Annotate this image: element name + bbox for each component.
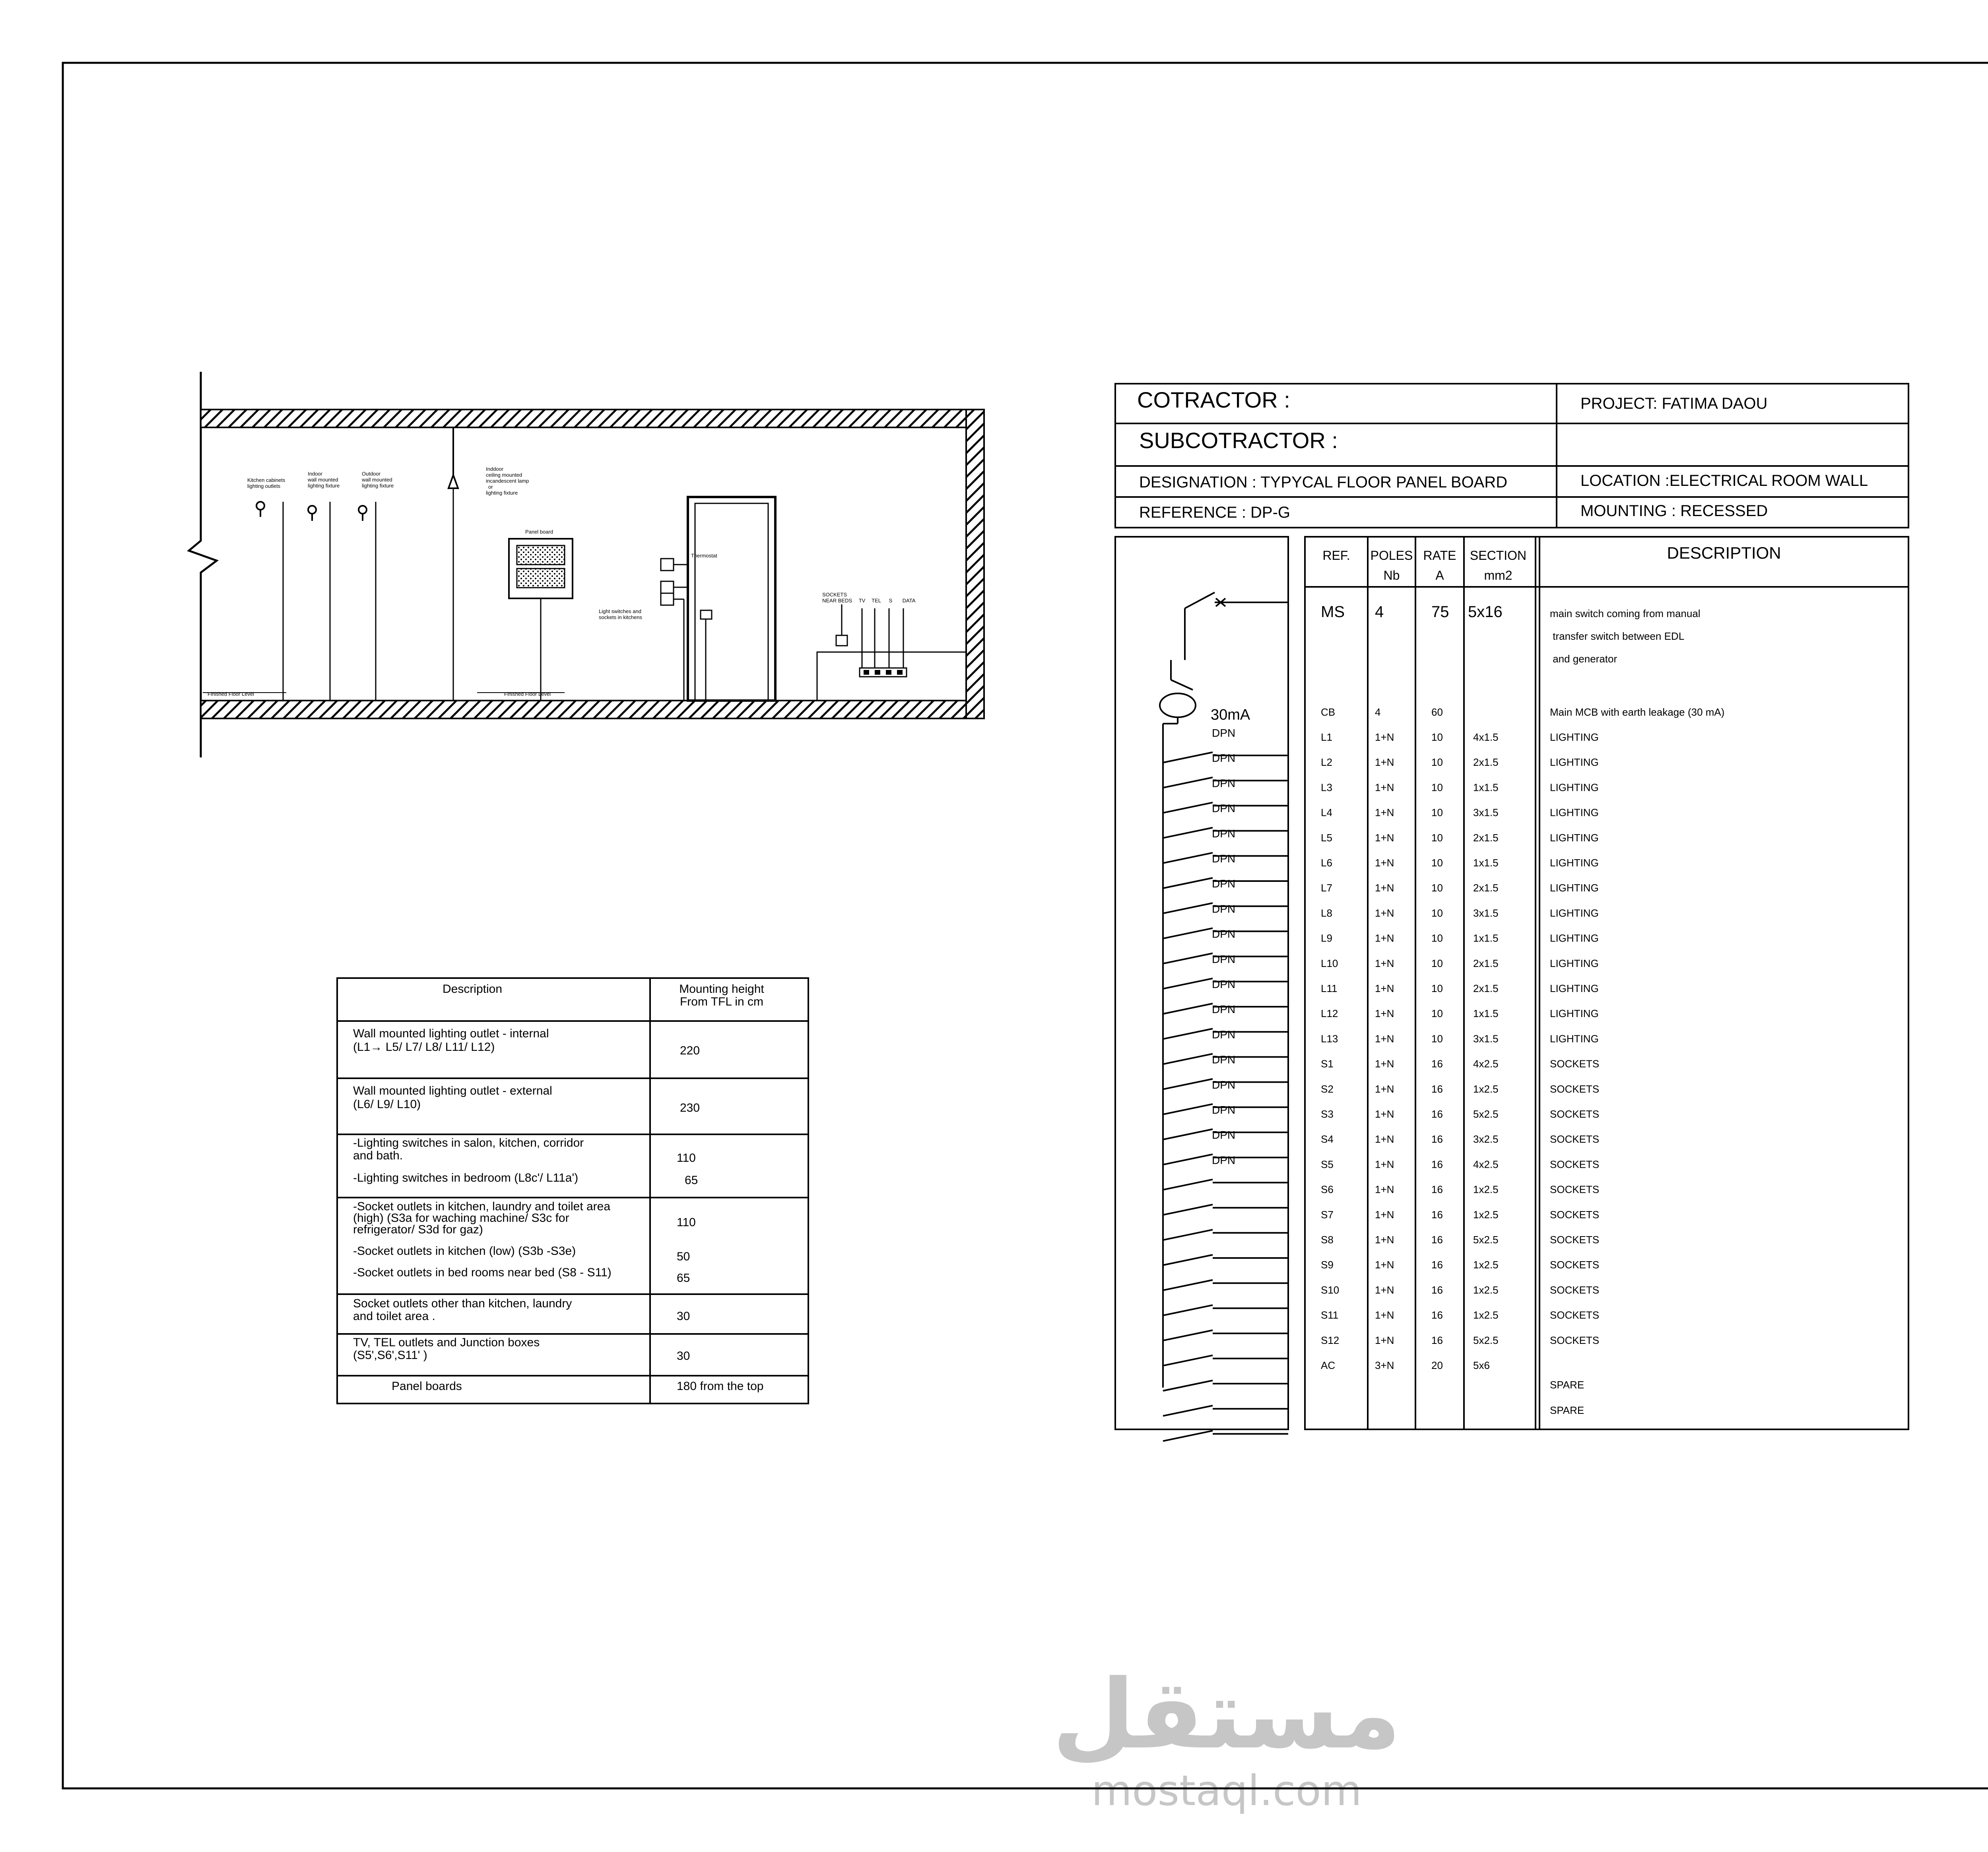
- breaker-label: DPN: [1212, 978, 1236, 990]
- circuit-desc: SOCKETS: [1550, 1334, 1600, 1346]
- mounting-row-7-desc: Panel boards: [392, 1380, 462, 1393]
- circuit-poles: 1+N: [1375, 932, 1394, 944]
- mounting-row-1-height: 220: [680, 1044, 700, 1057]
- circuit-poles: 1+N: [1375, 1259, 1394, 1271]
- mounting-row-4-height-b: 50: [677, 1250, 690, 1263]
- breaker-switch: [1163, 1280, 1213, 1290]
- circuit-section: 5x2.5: [1473, 1334, 1499, 1346]
- ms-ref: MS: [1321, 603, 1345, 621]
- label-panel-board: Panel board: [525, 529, 553, 535]
- circuit-rate: 16: [1431, 1058, 1443, 1070]
- circuit-section: 5x6: [1473, 1359, 1490, 1371]
- mostaql-watermark: [1052, 1659, 1401, 1815]
- mounting-height-table: [337, 978, 808, 1404]
- circuit-ref: L5: [1321, 831, 1332, 844]
- circuit-poles: 1+N: [1375, 1309, 1394, 1321]
- circuit-ref: S7: [1321, 1208, 1334, 1221]
- label-ceiling-lamp: Inddoor ceiling mounted incandescent lamp or lighting fixture: [486, 466, 529, 496]
- breaker-switch: [1163, 1004, 1213, 1014]
- ms-desc: main switch coming from manual transfer switch between EDL and generator: [1550, 608, 1701, 665]
- circuit-ref: S10: [1321, 1284, 1340, 1296]
- indoor-wall-fixture: [308, 502, 330, 701]
- circuit-section: 4x2.5: [1473, 1158, 1499, 1171]
- sheet-border: [63, 63, 1988, 1788]
- label-ffl-left: Finished Floor Level: [208, 691, 254, 697]
- breaker-switch: [1163, 1255, 1213, 1265]
- circuit-section: 1x2.5: [1473, 1284, 1499, 1296]
- circuit-ref: AC: [1321, 1359, 1336, 1371]
- sched-header-rate-unit: A: [1435, 568, 1444, 582]
- ceiling-slab: [201, 410, 984, 427]
- circuit-poles: 1+N: [1375, 1158, 1394, 1171]
- circuit-section: 2x1.5: [1473, 957, 1499, 969]
- breaker-switch: [1163, 928, 1213, 938]
- sched-header-poles: POLES: [1370, 548, 1413, 563]
- mounting-row-1-desc: Wall mounted lighting outlet - internal (L1→ L5/ L7/ L8/ L11/ L12): [353, 1027, 549, 1054]
- circuit-ref: L3: [1321, 781, 1332, 794]
- watermark-logo: مستقل: [1052, 1659, 1401, 1770]
- breaker-switch: [1163, 1104, 1213, 1114]
- outdoor-wall-fixture: [359, 502, 376, 701]
- breaker-label: DPN: [1212, 777, 1236, 790]
- circuit-ref: L13: [1321, 1033, 1338, 1045]
- breaker-label: DPN: [1212, 1129, 1236, 1141]
- mounting-header-description: Description: [442, 982, 503, 996]
- circuit-poles: 1+N: [1375, 1334, 1394, 1346]
- circuit-rate: 16: [1431, 1108, 1443, 1120]
- breaker-switch: [1163, 1406, 1213, 1416]
- circuit-desc: SOCKETS: [1550, 1108, 1600, 1120]
- circuit-desc: SOCKETS: [1550, 1183, 1600, 1196]
- circuit-ref: S3: [1321, 1108, 1334, 1120]
- circuit-poles: 1+N: [1375, 1058, 1394, 1070]
- circuit-section: 1x1.5: [1473, 857, 1499, 869]
- breaker-label: DPN: [1212, 727, 1236, 739]
- circuit-desc: LIGHTING: [1550, 982, 1599, 994]
- circuit-desc: LIGHTING: [1550, 1008, 1599, 1020]
- circuit-section: 1x1.5: [1473, 1008, 1499, 1020]
- circuit-ref: S4: [1321, 1133, 1334, 1145]
- breaker-switch: [1163, 777, 1213, 788]
- sched-header-section-unit: mm2: [1484, 568, 1512, 582]
- breaker-switch: [1163, 903, 1213, 913]
- label-socket-tv: TV: [858, 598, 866, 604]
- panel-board: [509, 539, 573, 701]
- breaker-label: DPN: [1212, 852, 1236, 865]
- breaker-switch: [1163, 1129, 1213, 1140]
- cb-desc: Main MCB with earth leakage (30 mA): [1550, 706, 1725, 718]
- circuit-section: 4x2.5: [1473, 1058, 1499, 1070]
- mounting-row-5-height: 30: [677, 1310, 690, 1323]
- circuit-section: 1x2.5: [1473, 1083, 1499, 1095]
- breaker-switch: [1163, 1431, 1213, 1441]
- label-switches: Light switches and sockets in kitchens: [599, 608, 643, 620]
- circuit-rate: 10: [1431, 932, 1443, 944]
- right-wall: [966, 410, 984, 718]
- circuit-rate: 16: [1431, 1284, 1443, 1296]
- breaker-label: DPN: [1212, 928, 1236, 940]
- circuit-rate: 16: [1431, 1183, 1443, 1196]
- ms-rate: 75: [1431, 603, 1449, 621]
- mounting-row-6-desc: TV, TEL outlets and Junction boxes (S5',S6',S11' ): [353, 1336, 540, 1362]
- circuit-rate: 16: [1431, 1309, 1443, 1321]
- circuit-desc: LIGHTING: [1550, 957, 1599, 969]
- circuit-desc: LIGHTING: [1550, 731, 1599, 743]
- circuit-ref: S1: [1321, 1058, 1334, 1070]
- circuit-poles: 1+N: [1375, 957, 1394, 969]
- sched-header-description: DESCRIPTION: [1667, 544, 1781, 562]
- circuit-rate: 16: [1431, 1259, 1443, 1271]
- circuit-section: 3x1.5: [1473, 907, 1499, 919]
- breaker-switch: [1163, 1230, 1213, 1240]
- circuit-rate: 10: [1431, 1008, 1443, 1020]
- circuit-poles: 1+N: [1375, 882, 1394, 894]
- feeder-branches: [1163, 727, 1288, 1441]
- circuit-desc: LIGHTING: [1550, 806, 1599, 819]
- mounting-header-height: Mounting height From TFL in cm: [679, 982, 764, 1008]
- circuit-rate: 10: [1431, 1033, 1443, 1045]
- circuit-desc: LIGHTING: [1550, 831, 1599, 844]
- circuit-ref: L2: [1321, 756, 1332, 769]
- designation-label: DESIGNATION : TYPYCAL FLOOR PANEL BOARD: [1139, 474, 1508, 491]
- sched-header-poles-unit: Nb: [1383, 568, 1400, 582]
- circuit-desc: LIGHTING: [1550, 932, 1599, 944]
- circuit-poles: 1+N: [1375, 1208, 1394, 1221]
- breaker-switch: [1163, 853, 1213, 863]
- breaker-label: DPN: [1212, 1078, 1236, 1091]
- circuit-rate: 10: [1431, 831, 1443, 844]
- breaker-switch: [1163, 752, 1213, 763]
- breaker-label: DPN: [1212, 1003, 1236, 1016]
- door: [688, 497, 775, 701]
- mounting-row-2-height: 230: [680, 1101, 700, 1114]
- breaker-label: DPN: [1212, 752, 1236, 765]
- circuit-poles: 1+N: [1375, 907, 1394, 919]
- mounting-row-6-height: 30: [677, 1349, 690, 1363]
- rcd-symbol: [1160, 693, 1196, 717]
- circuit-rate: 10: [1431, 756, 1443, 769]
- breaker-switch: [1163, 953, 1213, 964]
- circuit-rate: 10: [1431, 857, 1443, 869]
- sched-header-rate: RATE: [1423, 548, 1456, 563]
- reference-label: REFERENCE : DP-G: [1139, 504, 1291, 521]
- circuit-rate: 10: [1431, 781, 1443, 794]
- circuit-desc: SOCKETS: [1550, 1058, 1600, 1070]
- project-label: PROJECT: FATIMA DAOU: [1580, 395, 1768, 412]
- breaker-label: DPN: [1212, 903, 1236, 915]
- circuit-poles: 1+N: [1375, 1133, 1394, 1145]
- circuit-desc: SOCKETS: [1550, 1259, 1600, 1271]
- mounting-row-3-height-b: 65: [685, 1174, 698, 1187]
- breaker-label: DPN: [1212, 953, 1236, 965]
- circuit-ref: L8: [1321, 907, 1332, 919]
- breaker-switch: [1163, 1079, 1213, 1089]
- circuit-rate: 10: [1431, 907, 1443, 919]
- circuit-section: 2x1.5: [1473, 982, 1499, 994]
- circuit-desc: SOCKETS: [1550, 1208, 1600, 1221]
- circuit-poles: 1+N: [1375, 731, 1394, 743]
- panel-schedule: [1115, 537, 1908, 1441]
- circuit-poles: 1+N: [1375, 857, 1394, 869]
- cb-ref: CB: [1321, 706, 1336, 718]
- circuit-rate: 10: [1431, 982, 1443, 994]
- breaker-label: DPN: [1212, 802, 1236, 815]
- circuit-poles: 1+N: [1375, 1008, 1394, 1020]
- bedside-sockets: [817, 604, 966, 701]
- breaker-label: DPN: [1212, 1053, 1236, 1066]
- circuit-rate: 16: [1431, 1334, 1443, 1346]
- circuit-ref: L10: [1321, 957, 1338, 969]
- circuit-ref: L12: [1321, 1008, 1338, 1020]
- circuit-poles: 1+N: [1375, 1183, 1394, 1196]
- mounting-row-3-height-a: 110: [677, 1151, 696, 1165]
- circuit-rows: [1321, 731, 1599, 1371]
- circuit-desc: LIGHTING: [1550, 756, 1599, 769]
- breaker-switch: [1163, 1029, 1213, 1039]
- circuit-ref: S12: [1321, 1334, 1340, 1346]
- circuit-ref: L7: [1321, 882, 1332, 894]
- circuit-desc: SOCKETS: [1550, 1284, 1600, 1296]
- contractor-label: COTRACTOR :: [1137, 387, 1290, 412]
- breaker-switch: [1163, 828, 1213, 838]
- label-outdoor-fixture: Outdoor wall mounted lighting fixture: [362, 471, 394, 489]
- circuit-rate: 16: [1431, 1234, 1443, 1246]
- circuit-rate: 10: [1431, 957, 1443, 969]
- circuit-ref: S5: [1321, 1158, 1334, 1171]
- circuit-section: 2x1.5: [1473, 756, 1499, 769]
- mounting-row-7-height: 180 from the top: [677, 1380, 764, 1393]
- label-socket-tel: TEL: [872, 598, 881, 604]
- circuit-desc: LIGHTING: [1550, 882, 1599, 894]
- breaker-switch: [1163, 878, 1213, 888]
- mounting-row-3-desc: -Lighting switches in salon, kitchen, corridor and bath. -Lighting switches in bedroom (L8c'/ L11a'): [353, 1136, 584, 1184]
- circuit-ref: L9: [1321, 932, 1332, 944]
- circuit-desc: SOCKETS: [1550, 1083, 1600, 1095]
- breaker-switch: [1163, 1330, 1213, 1341]
- circuit-section: 5x2.5: [1473, 1108, 1499, 1120]
- circuit-section: 1x2.5: [1473, 1309, 1499, 1321]
- cb-poles: 4: [1375, 706, 1381, 718]
- circuit-poles: 1+N: [1375, 982, 1394, 994]
- circuit-ref: L6: [1321, 857, 1332, 869]
- circuit-desc: SOCKETS: [1550, 1133, 1600, 1145]
- spare-1: SPARE: [1550, 1379, 1584, 1391]
- circuit-poles: 1+N: [1375, 1083, 1394, 1095]
- label-indoor-fixture: Indoor wall mounted lighting fixture: [308, 471, 340, 489]
- circuit-poles: 1+N: [1375, 1234, 1394, 1246]
- light-switches: [661, 559, 688, 701]
- breaker-label: DPN: [1212, 827, 1236, 840]
- circuit-rate: 16: [1431, 1158, 1443, 1171]
- circuit-ref: L4: [1321, 806, 1332, 819]
- breaker-label: DPN: [1212, 1104, 1236, 1116]
- circuit-section: 3x1.5: [1473, 1033, 1499, 1045]
- circuit-section: 1x1.5: [1473, 781, 1499, 794]
- floor-slab: [201, 701, 984, 718]
- circuit-desc: LIGHTING: [1550, 907, 1599, 919]
- breaker-switch: [1163, 1154, 1213, 1165]
- circuit-poles: 1+N: [1375, 831, 1394, 844]
- circuit-section: 3x2.5: [1473, 1133, 1499, 1145]
- subcontractor-label: SUBCOTRACTOR :: [1139, 428, 1338, 453]
- label-kitchen-lighting: Kitchen cabinets lighting outlets: [247, 477, 285, 489]
- circuit-desc: SOCKETS: [1550, 1309, 1600, 1321]
- cb-rate: 60: [1431, 706, 1443, 718]
- circuit-ref: L1: [1321, 731, 1332, 743]
- panel-header-table: [1115, 384, 1908, 528]
- label-socket-s: S: [889, 598, 893, 604]
- circuit-ref: S2: [1321, 1083, 1334, 1095]
- circuit-desc: LIGHTING: [1550, 1033, 1599, 1045]
- breaker-switch: [1163, 1205, 1213, 1215]
- sched-header-ref: REF.: [1322, 548, 1350, 563]
- breaker-switch: [1163, 1179, 1213, 1190]
- breaker-switch: [1163, 1380, 1213, 1391]
- breaker-label: DPN: [1212, 1154, 1236, 1167]
- mounting-row-4-height-c: 65: [677, 1272, 690, 1285]
- circuit-rate: 10: [1431, 731, 1443, 743]
- circuit-rate: 16: [1431, 1208, 1443, 1221]
- label-sockets: SOCKETS NEAR BEDS: [822, 592, 852, 604]
- circuit-poles: 1+N: [1375, 1284, 1394, 1296]
- mounting-row-4-desc: -Socket outlets in kitchen, laundry and toilet area (high) (S3a for waching machine/ S3c for refrigerator/ S3d for gaz) -Socket outlets in kitchen (low) (S3b -S3e) -Socket outlets in bed rooms near bed (S8 - S11): [353, 1200, 612, 1279]
- circuit-rate: 20: [1431, 1359, 1443, 1371]
- breaker-switch: [1163, 978, 1213, 989]
- circuit-desc: LIGHTING: [1550, 857, 1599, 869]
- circuit-rate: 10: [1431, 882, 1443, 894]
- ceiling-lamp-icon: [448, 475, 458, 488]
- label-socket-data: DATA: [902, 598, 916, 604]
- circuit-desc: SOCKETS: [1550, 1234, 1600, 1246]
- circuit-poles: 1+N: [1375, 781, 1394, 794]
- ms-section: 5x16: [1468, 603, 1503, 621]
- breaker-label: DPN: [1212, 877, 1236, 890]
- circuit-section: 1x1.5: [1473, 932, 1499, 944]
- circuit-rate: 16: [1431, 1133, 1443, 1145]
- circuit-rate: 16: [1431, 1083, 1443, 1095]
- mounting-label: MOUNTING : RECESSED: [1580, 502, 1768, 520]
- breaker-switch: [1163, 802, 1213, 813]
- circuit-desc: SOCKETS: [1550, 1158, 1600, 1171]
- spare-2: SPARE: [1550, 1404, 1584, 1416]
- circuit-section: 1x2.5: [1473, 1259, 1499, 1271]
- circuit-section: 2x1.5: [1473, 882, 1499, 894]
- breaker-label: DPN: [1212, 1028, 1236, 1041]
- circuit-ref: S9: [1321, 1259, 1334, 1271]
- rcd-label: 30mA: [1211, 707, 1250, 723]
- circuit-poles: 1+N: [1375, 1108, 1394, 1120]
- thermostat: [701, 610, 712, 701]
- break-line: [189, 372, 217, 757]
- circuit-section: 3x1.5: [1473, 806, 1499, 819]
- circuit-ref: L11: [1321, 982, 1338, 994]
- mounting-row-2-desc: Wall mounted lighting outlet - external (L6/ L9/ L10): [353, 1084, 552, 1111]
- circuit-rate: 10: [1431, 806, 1443, 819]
- circuit-desc: LIGHTING: [1550, 781, 1599, 794]
- breaker-switch: [1163, 1355, 1213, 1366]
- breaker-switch: [1163, 1305, 1213, 1315]
- label-thermostat: Thermostat: [691, 553, 717, 559]
- circuit-section: 5x2.5: [1473, 1234, 1499, 1246]
- circuit-section: 1x2.5: [1473, 1183, 1499, 1196]
- circuit-section: 4x1.5: [1473, 731, 1499, 743]
- circuit-poles: 1+N: [1375, 756, 1394, 769]
- sched-header-section: SECTION: [1470, 548, 1527, 563]
- watermark-url: mostaql.com: [1091, 1767, 1362, 1815]
- kitchen-lighting-outlet: [256, 502, 283, 701]
- location-label: LOCATION :ELECTRICAL ROOM WALL: [1580, 472, 1868, 489]
- wall-elevation: [189, 372, 984, 757]
- circuit-section: 1x2.5: [1473, 1208, 1499, 1221]
- mounting-row-5-desc: Socket outlets other than kitchen, laundry and toilet area .: [353, 1297, 572, 1323]
- single-line-diagram: [1160, 592, 1288, 1441]
- circuit-poles: 1+N: [1375, 806, 1394, 819]
- circuit-poles: 1+N: [1375, 1033, 1394, 1045]
- label-ffl-mid: Finished Floor Level: [504, 691, 551, 697]
- circuit-section: 2x1.5: [1473, 831, 1499, 844]
- circuit-ref: S11: [1321, 1309, 1339, 1321]
- circuit-ref: S8: [1321, 1234, 1334, 1246]
- mounting-row-4-height-a: 110: [677, 1216, 696, 1229]
- circuit-ref: S6: [1321, 1183, 1334, 1196]
- ms-poles: 4: [1375, 603, 1384, 621]
- breaker-switch: [1163, 1054, 1213, 1064]
- circuit-poles: 3+N: [1375, 1359, 1394, 1371]
